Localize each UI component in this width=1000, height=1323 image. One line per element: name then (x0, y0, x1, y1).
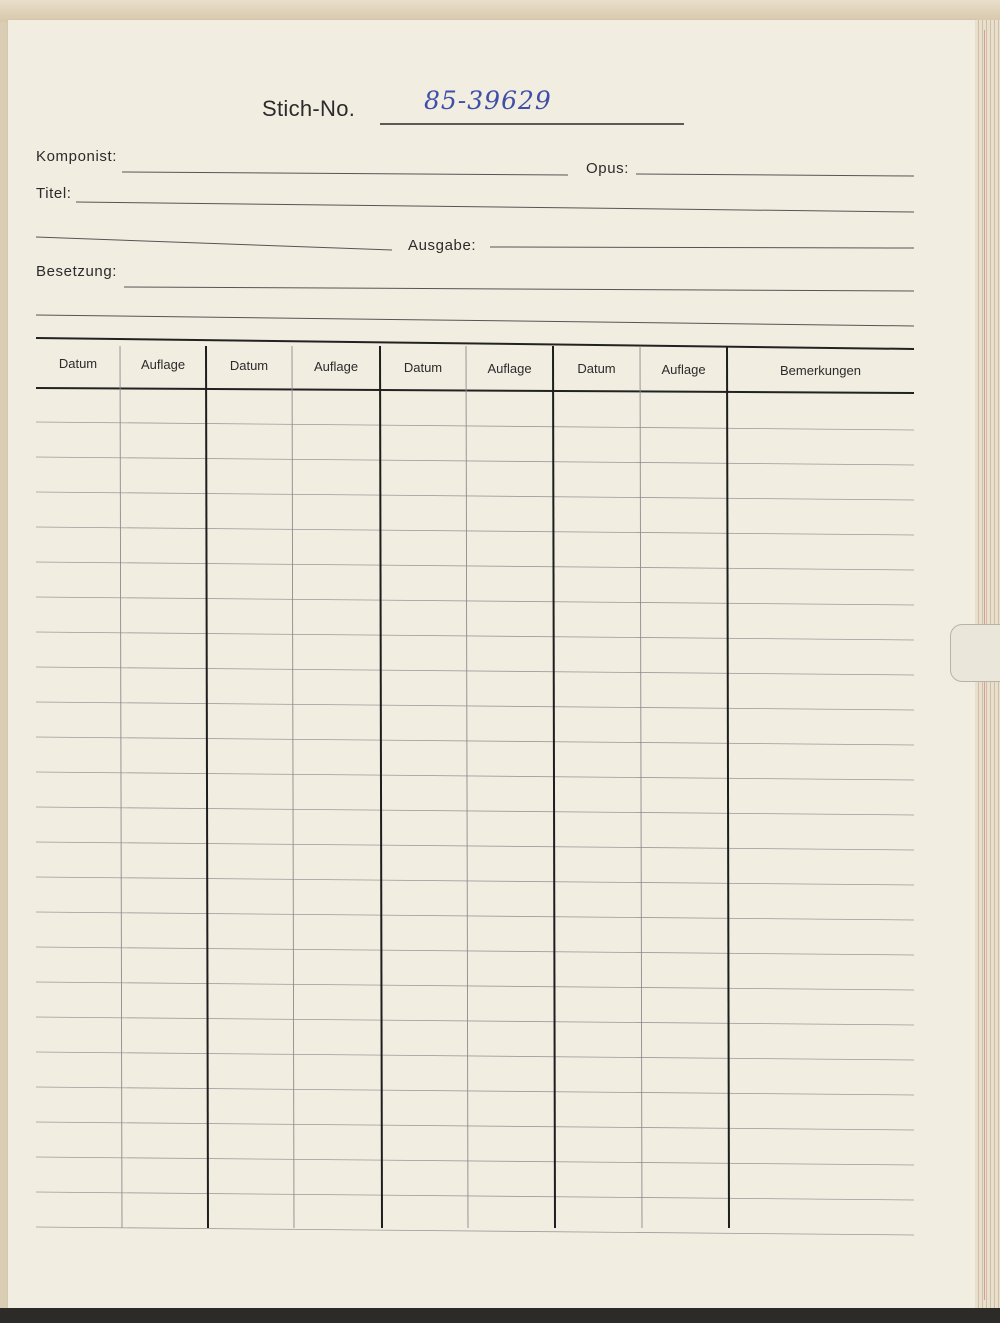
titel-label: Titel: (36, 185, 72, 202)
table-row-rule (36, 632, 914, 640)
table-row-rule (36, 1122, 914, 1130)
table-row-rule (36, 422, 914, 430)
column-divider-heavy (727, 346, 729, 1228)
table-row-rule (36, 947, 914, 955)
column-header-auflage: Auflage (140, 357, 186, 372)
column-header-datum: Datum (229, 358, 269, 373)
table-row-rule (36, 982, 914, 990)
column-divider-heavy (380, 346, 382, 1228)
column-divider (466, 346, 468, 1228)
column-divider-heavy (206, 346, 208, 1228)
table-row-rule (36, 877, 914, 885)
table-row-rule (36, 597, 914, 605)
table-row-rule (36, 1157, 914, 1165)
stich-number-handwritten: 85-39629 (424, 86, 552, 115)
table-row-rule (36, 737, 914, 745)
column-header-auflage: Auflage (313, 359, 359, 374)
column-divider (640, 346, 642, 1228)
table-row-rule (36, 562, 914, 570)
column-header-datum: Datum (577, 361, 616, 376)
table-row-rule (36, 667, 914, 675)
table-row-rule (36, 1052, 914, 1060)
table-row-rule (36, 527, 914, 535)
table-row-rule (36, 807, 914, 815)
column-divider (292, 346, 294, 1228)
column-divider (120, 346, 122, 1228)
table-row-rule (36, 1192, 914, 1200)
table-row-rule (36, 492, 914, 500)
column-divider-heavy (553, 346, 555, 1228)
column-header-datum: Datum (403, 360, 443, 375)
opus-label: Opus: (586, 160, 630, 177)
column-header-auflage: Auflage (487, 361, 532, 376)
table-row-rule (36, 702, 914, 710)
table-row-rule (36, 457, 914, 465)
table-row-rule (36, 842, 914, 850)
table-row-rule (36, 1017, 914, 1025)
column-header-datum: Datum (58, 356, 98, 371)
komponist-label: Komponist: (36, 148, 118, 165)
column-header-auflage: Auflage (661, 362, 706, 377)
ausgabe-label: Ausgabe: (408, 237, 477, 254)
table-row-rule (36, 912, 914, 920)
stich-no-label: Stich-No. (262, 96, 356, 121)
table-row-rule (36, 772, 914, 780)
besetzung-label: Besetzung: (36, 263, 118, 280)
column-header-bemerkungen: Bemerkungen (780, 363, 861, 378)
table-row-rule (36, 1227, 914, 1235)
table-row-rule (36, 1087, 914, 1095)
